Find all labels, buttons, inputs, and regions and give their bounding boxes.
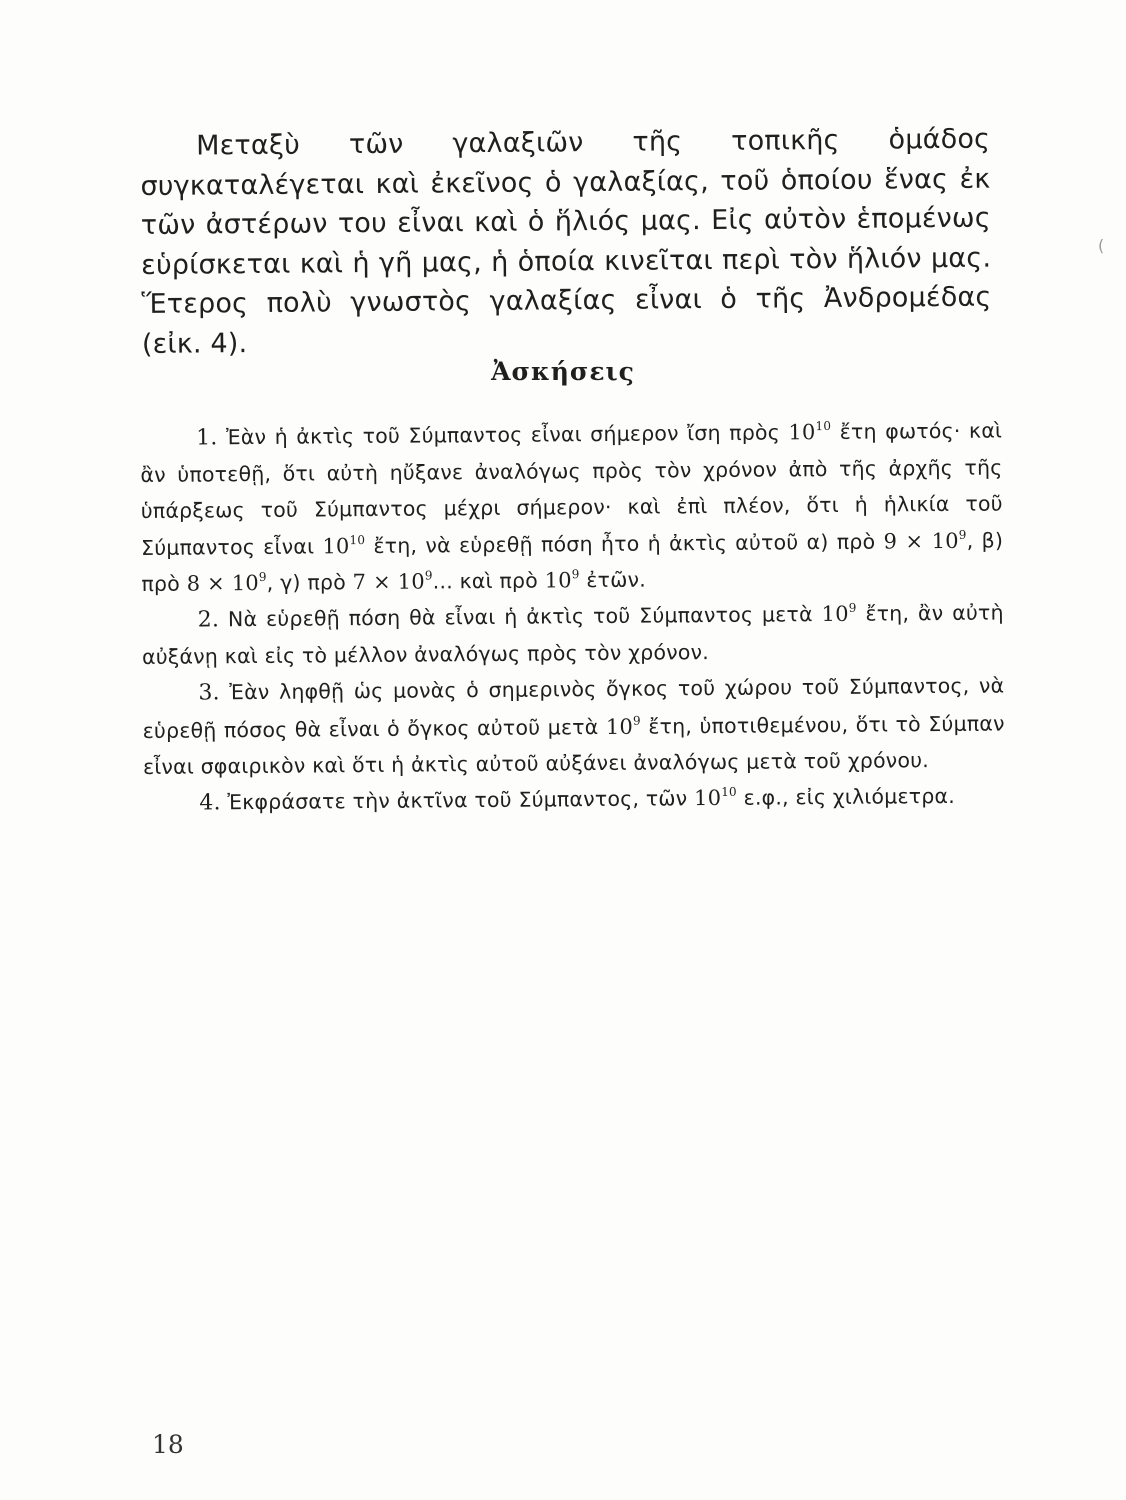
exercise-text: , γ) πρὸ — [266, 569, 353, 595]
exercise-text: ἔτη, νὰ εὑρεθῇ πόση ἦτο ἡ ἀκτὶς αὐτοῦ α) πρὸ — [365, 529, 884, 558]
exercise-1 — [140, 412, 1004, 602]
math-base: 10 — [821, 601, 849, 627]
exercise-text: ἐτῶν. — [579, 567, 646, 592]
math-exponent: 9 — [571, 566, 580, 582]
math-base: 8 × 10 — [186, 570, 259, 596]
page-number: 18 — [152, 1430, 184, 1459]
exercises-heading: Ἀσκήσεις — [491, 357, 635, 386]
math-exponent: 10 — [815, 418, 832, 434]
exercise-text: ἔτη φωτός· καὶ ἂν ὑποτεθῇ, ὅτι αὐτὴ ηὔξανε ἀναλόγως πρὸς τὸν χρόνον ἀπὸ τῆς ἀρχῆς τῆς ὑπάρξεως τοῦ Σύμπαντος μέχρι σήμερον· καὶ ἐπὶ πλέον, ὅτι ἡ ἡλικία τοῦ Σύμπαντος εἶναι — [140, 418, 1003, 560]
exercises-list — [140, 412, 1005, 822]
exercise-text: Ἐὰν ἡ ἀκτὶς τοῦ Σύμπαντος εἶναι σήμερον ἴση πρὸς — [217, 420, 789, 450]
exercise-number: 4. — [199, 790, 221, 816]
math-exponent: 10 — [349, 532, 366, 547]
math-exponent: 10 — [721, 784, 737, 799]
math-base: 10 — [605, 714, 634, 739]
math-exponent: 9 — [258, 569, 267, 584]
math-exponent: 9 — [958, 527, 967, 542]
exercise-number: 1. — [196, 425, 218, 451]
exercise-text: , β) πρὸ — [141, 528, 1004, 596]
math-base: 10 — [788, 420, 816, 445]
math-base: 10 — [322, 533, 350, 559]
exercise-text: ἔτη, ἂν αὐτὴ αὐξάνῃ καὶ εἰς τὸ μέλλον ἀναλόγως πρὸς τὸν χρόνον. — [141, 600, 1004, 670]
exercise-text: Ἐκφράσατε τὴν ἀκτῖνα τοῦ Σύμπαντος, τῶν — [220, 786, 695, 815]
math-exponent: 9 — [424, 568, 433, 583]
body-paragraph: Μεταξὺ τῶν γαλαξιῶν τῆς τοπικῆς ὁμάδος συγκαταλέγεται καὶ ἐκεῖνος ὁ γαλαξίας, τοῦ ὁποίου ἕνας ἐκ τῶν ἀστέρων του εἶναι καὶ ὁ ἥλιός μας. Εἰς αὐτὸν ἑπομένως εὑρίσκεται καὶ ἡ γῆ μας, ἡ ὁποία κινεῖται περὶ τὸν ἥλιόν μας. Ἕτερος πολὺ γνωστὸς γαλαξίας εἶναι ὁ τῆς Ἀνδρομέδας (εἰκ. 4). — [140, 123, 992, 360]
exercise-text: ε.φ., εἰς χιλιόμετρα. — [736, 783, 956, 810]
exercise-2 — [142, 594, 1005, 675]
math-base: 10 — [544, 568, 572, 593]
margin-mark: ( — [1098, 236, 1105, 255]
exercise-number: 3. — [198, 680, 220, 706]
exercise-text: Ἐὰν ληφθῇ ὡς μονὰς ὁ σημερινὸς ὄγκος τοῦ χώρου τοῦ Σύμπαντος, νὰ εὑρεθῇ πόσος θὰ εἶναι ὁ ὄγκος αὐτοῦ μετὰ — [142, 673, 1005, 743]
exercise-text: ... καὶ πρὸ — [432, 568, 545, 594]
exercise-number: 2. — [197, 607, 220, 633]
math-base: 7 × 10 — [352, 569, 425, 594]
exercise-text: Νὰ εὑρεθῇ πόση θὰ εἶναι ἡ ἀκτὶς τοῦ Σύμπαντος μετὰ — [219, 602, 822, 632]
exercise-text: ἔτη, ὑποτιθεμένου, ὅτι τὸ Σύμπαν εἶναι σφαιρικὸν καὶ ὅτι ἡ ἀκτὶς αὐτοῦ αὐξάνει ἀναλόγως μετὰ τοῦ χρόνου. — [142, 711, 1005, 779]
math-base: 10 — [693, 785, 722, 811]
exercise-4 — [143, 777, 1005, 822]
math-exponent: 9 — [848, 600, 857, 615]
math-exponent: 9 — [632, 713, 641, 728]
math-base: 9 × 10 — [883, 528, 959, 554]
exercise-3 — [142, 668, 1005, 785]
